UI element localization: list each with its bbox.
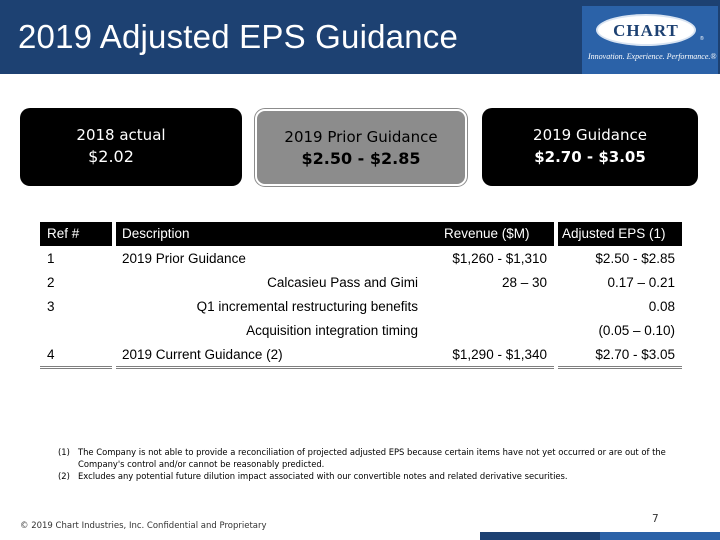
- footer-accent-bar: [600, 532, 720, 540]
- footnote-text: Excludes any potential future dilution impact associated with our convertible notes and related derivative securities.: [78, 471, 568, 481]
- table-bottom-rule: [558, 366, 682, 367]
- footnote-text: The Company is not able to provide a reconciliation of projected adjusted EPS because certain items have not yet occurred or are out of the Company's control and/or cannot be reasonably predicted.: [78, 447, 666, 469]
- footnote: [58, 446, 688, 470]
- table-row-eps: (0.05 – 0.10): [598, 323, 675, 338]
- page-number: 7: [652, 513, 659, 525]
- table-row-ref: 4: [47, 347, 55, 362]
- table-row-description: Q1 incremental restructuring benefits: [196, 299, 418, 314]
- header-bar: [0, 0, 720, 74]
- table-bottom-rule: [420, 366, 554, 367]
- table-bottom-rule: [558, 368, 682, 369]
- chart-logo: [582, 6, 718, 74]
- table-bottom-rule: [116, 368, 420, 369]
- footnote-number: (2): [58, 471, 70, 481]
- logo-oval: [596, 14, 696, 46]
- pill-prior-label: 2019 Prior Guidance: [284, 128, 438, 146]
- table-row-eps: 0.08: [648, 299, 675, 314]
- logo-wordmark: CHART: [613, 21, 679, 40]
- logo-tagline: Innovation. Experience. Performance.®: [588, 52, 717, 61]
- table-row-eps: $2.70 - $3.05: [595, 347, 675, 362]
- column-header-revenue: Revenue ($M): [444, 226, 530, 241]
- table-row-description: 2019 Current Guidance (2): [122, 347, 283, 362]
- table-row-ref: 1: [47, 251, 55, 266]
- table-bottom-rule: [40, 366, 112, 367]
- table-row-eps: $2.50 - $2.85: [595, 251, 675, 266]
- footnote: [58, 470, 688, 482]
- table-row-description: 2019 Prior Guidance: [122, 251, 246, 266]
- table-bottom-rule: [420, 368, 554, 369]
- page-title: 2019 Adjusted EPS Guidance: [18, 18, 459, 55]
- table-row-ref: 3: [47, 299, 55, 314]
- pill-current-value: $2.70 - $3.05: [534, 148, 646, 166]
- pill-actual-value: $2.02: [88, 147, 134, 166]
- copyright-notice: © 2019 Chart Industries, Inc. Confidential and Proprietary: [20, 521, 267, 531]
- pill-2019-prior-guidance: [255, 109, 467, 186]
- column-header-eps: Adjusted EPS (1): [562, 226, 666, 241]
- table-row-description: Calcasieu Pass and Gimi: [267, 275, 418, 290]
- table-bottom-rule: [116, 366, 420, 367]
- table-row-description: Acquisition integration timing: [246, 323, 418, 338]
- pill-2018-actual: [20, 108, 242, 186]
- pill-current-label: 2019 Guidance: [533, 126, 647, 144]
- table-bottom-rule: [40, 368, 112, 369]
- logo-trademark: ®: [700, 36, 704, 42]
- pill-2019-guidance: [482, 108, 698, 186]
- table-row-revenue: $1,260 - $1,310: [452, 251, 547, 266]
- footnote-number: (1): [58, 447, 70, 457]
- pill-prior-value: $2.50 - $2.85: [301, 149, 421, 168]
- table-row-ref: 2: [47, 275, 55, 290]
- pill-actual-label: 2018 actual: [76, 126, 166, 144]
- table-row-eps: 0.17 – 0.21: [607, 275, 675, 290]
- table-row-revenue: 28 – 30: [501, 275, 547, 290]
- column-header-description: Description: [122, 226, 190, 241]
- table-row-revenue: $1,290 - $1,340: [452, 347, 547, 362]
- footnotes: [58, 446, 688, 482]
- column-header-ref: Ref #: [47, 226, 80, 241]
